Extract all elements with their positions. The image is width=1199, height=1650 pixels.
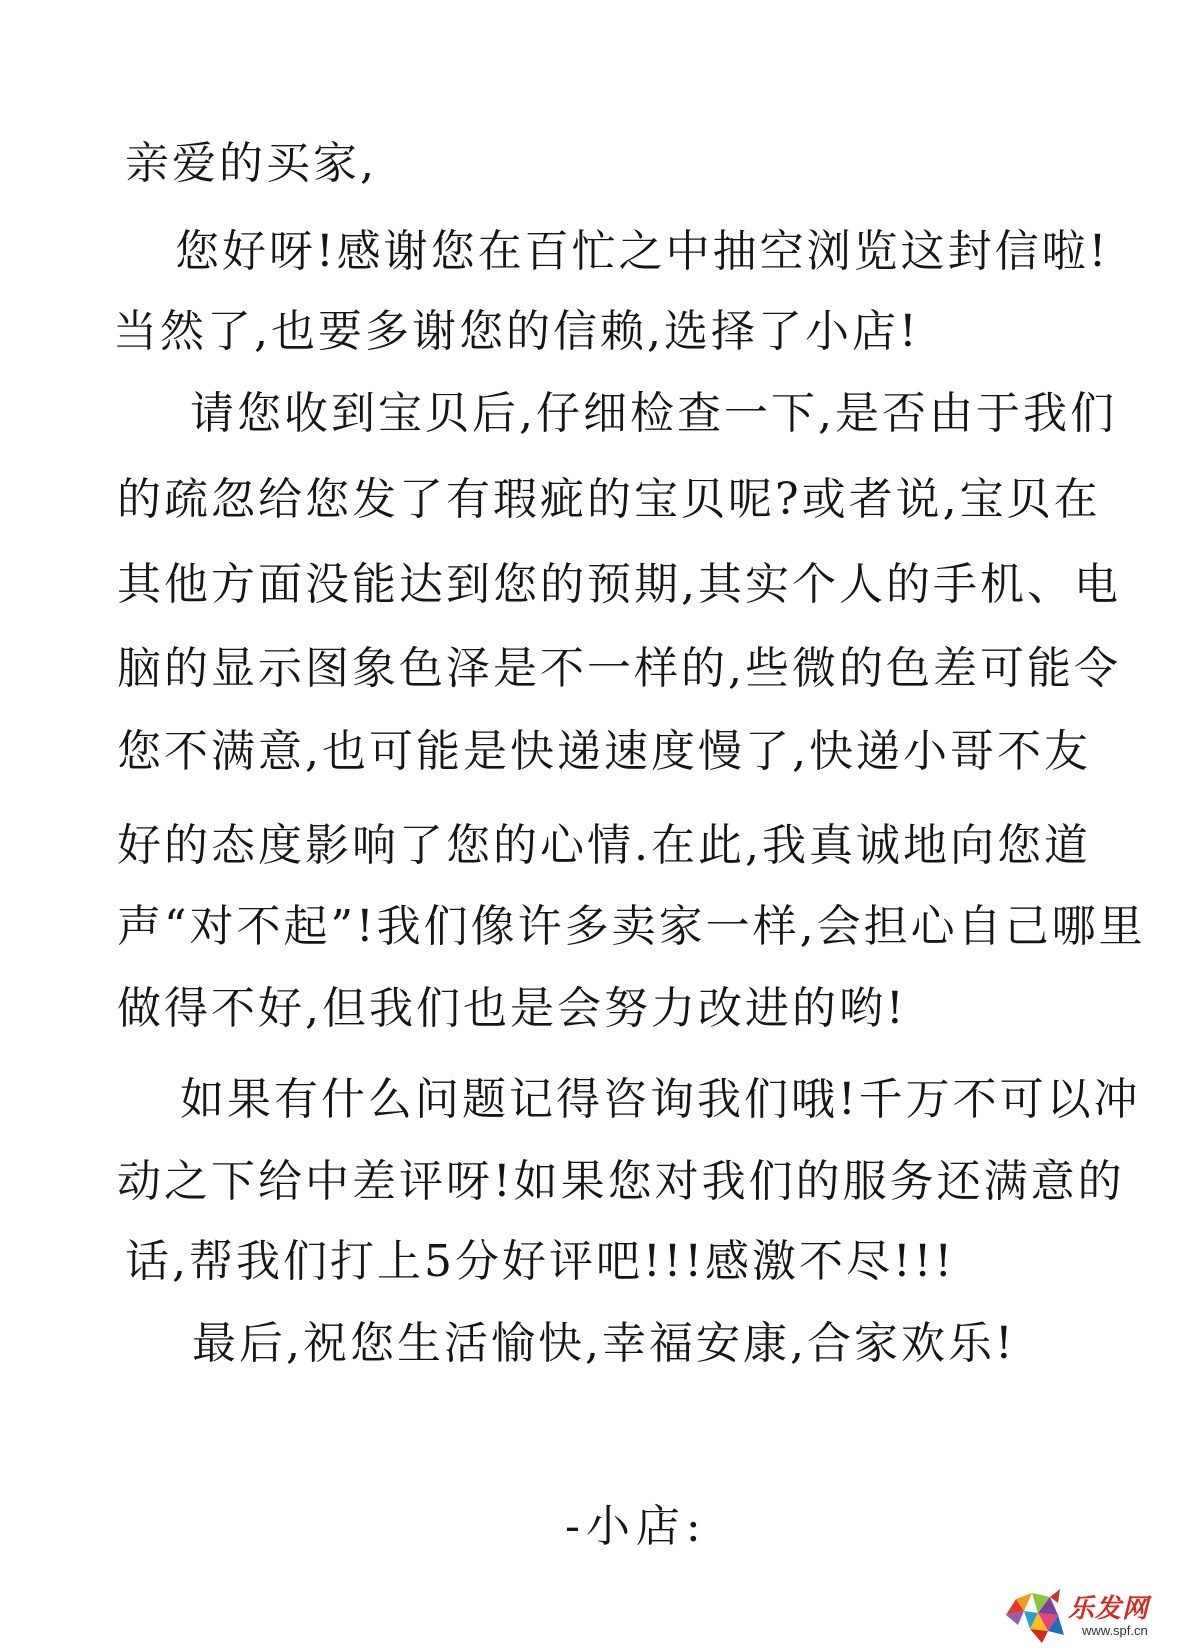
letter-line: 做得不好,但我们也是会努力改进的哟! [117,983,907,1034]
letter-line: 请您收到宝贝后,仔细检查一下,是否由于我们 [190,388,1117,439]
letter-line: 脑的显示图象色泽是不一样的,些微的色差可能令 [117,643,1121,694]
letter-line: 话,帮我们打上5分好评吧!!!感激不尽!!! [125,1236,956,1287]
letter-line: 动之下给中差评呀!如果您对我们的服务还满意的 [117,1156,1125,1207]
letter-line: 最后,祝您生活愉快,幸福安康,合家欢乐! [192,1318,1016,1369]
letter-line: 声“对不起”!我们像许多卖家一样,会担心自己哪里 [117,901,1146,952]
letter-line: 的疏忽给您发了有瑕疵的宝贝呢?或者说,宝贝在 [117,474,1101,525]
watermark-site-name: 乐发网 [1068,1594,1150,1624]
letter-greeting: 亲爱的买家, [125,138,377,189]
letter-signature: -小店: [565,1501,707,1552]
letter-line: 您好呀!感谢您在百忙之中抽空浏览这封信啦! [175,226,1110,277]
watermark [1002,1585,1192,1645]
letter-line: 好的态度影响了您的心情.在此,我真诚地向您道 [117,820,1091,871]
letter-line: 当然了,也要多谢您的信赖,选择了小店! [113,306,920,357]
letter-line: 其他方面没能达到您的预期,其实个人的手机、电 [117,559,1121,610]
letter-line: 您不满意,也可能是快递速度慢了,快递小哥不友 [117,726,1091,777]
bull-logo-icon [1002,1585,1076,1645]
watermark-url: www.spf.cn [1082,1623,1148,1638]
letter-line: 如果有什么问题记得咨询我们哦!千万不可以冲 [180,1074,1141,1125]
